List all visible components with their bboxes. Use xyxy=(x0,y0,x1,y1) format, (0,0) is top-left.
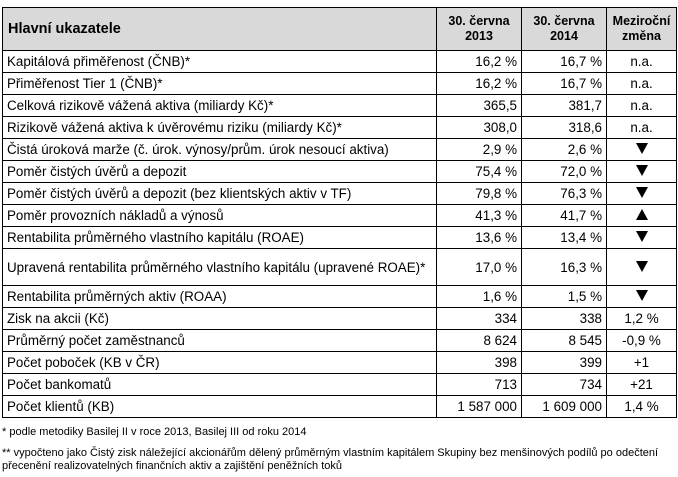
value-2014: 13,4 % xyxy=(522,227,607,249)
table-row xyxy=(3,161,677,183)
value-2013: 79,8 % xyxy=(437,183,522,205)
row-label: Počet poboček (KB v ČR) xyxy=(3,352,437,374)
footnotes xyxy=(2,426,676,473)
yoy-change: +21 xyxy=(607,374,677,396)
value-2013: 16,2 % xyxy=(437,51,522,73)
yoy-change: n.a. xyxy=(607,117,677,139)
value-2014: 1 609 000 xyxy=(522,396,607,418)
yoy-change: n.a. xyxy=(607,73,677,95)
row-label: Čistá úroková marže (č. úrok. výnosy/prům. úrok nesoucí aktiva) xyxy=(3,139,437,161)
yoy-change: +1 xyxy=(607,352,677,374)
value-2013: 713 xyxy=(437,374,522,396)
value-2014: 41,7 % xyxy=(522,205,607,227)
value-2013: 2,9 % xyxy=(437,139,522,161)
yoy-change xyxy=(607,249,677,286)
table-row xyxy=(3,374,677,396)
value-2013: 75,4 % xyxy=(437,161,522,183)
yoy-change: n.a. xyxy=(607,51,677,73)
row-label: Rentabilita průměrných aktiv (ROAA) xyxy=(3,286,437,308)
value-2013: 16,2 % xyxy=(437,73,522,95)
yoy-change xyxy=(607,286,677,308)
table-row xyxy=(3,95,677,117)
yoy-change: n.a. xyxy=(607,95,677,117)
table-row xyxy=(3,396,677,418)
value-2013: 17,0 % xyxy=(437,249,522,286)
column-header-change: Meziroční změna xyxy=(607,8,677,51)
table-row xyxy=(3,51,677,73)
value-2014: 734 xyxy=(522,374,607,396)
table-row xyxy=(3,249,677,286)
value-2014: 16,7 % xyxy=(522,51,607,73)
value-2014: 16,3 % xyxy=(522,249,607,286)
row-label: Přiměřenost Tier 1 (ČNB)* xyxy=(3,73,437,95)
row-label: Poměr čistých úvěrů a depozit xyxy=(3,161,437,183)
table-row xyxy=(3,330,677,352)
value-2014: 399 xyxy=(522,352,607,374)
value-2014: 338 xyxy=(522,308,607,330)
row-label: Rizikově vážená aktiva k úvěrovému riziku (miliardy Kč)* xyxy=(3,117,437,139)
value-2014: 381,7 xyxy=(522,95,607,117)
triangle-down-icon xyxy=(636,290,648,301)
triangle-down-icon xyxy=(636,187,648,198)
value-2013: 8 624 xyxy=(437,330,522,352)
value-2013: 334 xyxy=(437,308,522,330)
footnote-roae: ** vypočteno jako Čistý zisk náležející akcionářům dělený průměrným vlastním kapitálem Skupiny bez menšinových podílů po odečtení přecenění realizovatelných finančních aktiv a zajištění peněžních toků xyxy=(2,447,659,472)
value-2013: 1 587 000 xyxy=(437,396,522,418)
table-row xyxy=(3,205,677,227)
column-header-2014: 30. června 2014 xyxy=(522,8,607,51)
value-2014: 318,6 xyxy=(522,117,607,139)
value-2014: 72,0 % xyxy=(522,161,607,183)
yoy-change: -0,9 % xyxy=(607,330,677,352)
table-row xyxy=(3,73,677,95)
table-row xyxy=(3,183,677,205)
value-2014: 2,6 % xyxy=(522,139,607,161)
table-row xyxy=(3,139,677,161)
yoy-change xyxy=(607,139,677,161)
table-title: Hlavní ukazatele xyxy=(3,8,437,51)
triangle-down-icon xyxy=(636,231,648,242)
value-2014: 1,5 % xyxy=(522,286,607,308)
triangle-down-icon xyxy=(636,165,648,176)
row-label: Celková rizikově vážená aktiva (miliardy Kč)* xyxy=(3,95,437,117)
key-indicators-table xyxy=(2,7,677,418)
value-2013: 365,5 xyxy=(437,95,522,117)
table-row xyxy=(3,352,677,374)
table-row xyxy=(3,308,677,330)
value-2013: 1,6 % xyxy=(437,286,522,308)
row-label: Kapitálová přiměřenost (ČNB)* xyxy=(3,51,437,73)
row-label: Poměr provozních nákladů a výnosů xyxy=(3,205,437,227)
footnote-basel: * podle metodiky Basilej II v roce 2013, Basilej III od roku 2014 xyxy=(2,426,307,438)
yoy-change xyxy=(607,227,677,249)
value-2013: 13,6 % xyxy=(437,227,522,249)
value-2014: 76,3 % xyxy=(522,183,607,205)
table-row xyxy=(3,286,677,308)
column-header-2013: 30. června 2013 xyxy=(437,8,522,51)
triangle-up-icon xyxy=(636,209,648,220)
value-2013: 308,0 xyxy=(437,117,522,139)
value-2013: 41,3 % xyxy=(437,205,522,227)
value-2014: 16,7 % xyxy=(522,73,607,95)
yoy-change xyxy=(607,205,677,227)
row-label: Zisk na akcii (Kč) xyxy=(3,308,437,330)
table-row xyxy=(3,117,677,139)
triangle-down-icon xyxy=(636,143,648,154)
table-row xyxy=(3,227,677,249)
yoy-change xyxy=(607,161,677,183)
row-label: Průměrný počet zaměstnanců xyxy=(3,330,437,352)
row-label: Poměr čistých úvěrů a depozit (bez klientských aktiv v TF) xyxy=(3,183,437,205)
value-2013: 398 xyxy=(437,352,522,374)
yoy-change: 1,4 % xyxy=(607,396,677,418)
value-2014: 8 545 xyxy=(522,330,607,352)
row-label: Rentabilita průměrného vlastního kapitálu (ROAE) xyxy=(3,227,437,249)
triangle-down-icon xyxy=(636,261,648,272)
row-label: Upravená rentabilita průměrného vlastního kapitálu (upravené ROAE)* xyxy=(3,249,437,286)
yoy-change: 1,2 % xyxy=(607,308,677,330)
table-header-row xyxy=(3,8,677,51)
row-label: Počet bankomatů xyxy=(3,374,437,396)
yoy-change xyxy=(607,183,677,205)
row-label: Počet klientů (KB) xyxy=(3,396,437,418)
